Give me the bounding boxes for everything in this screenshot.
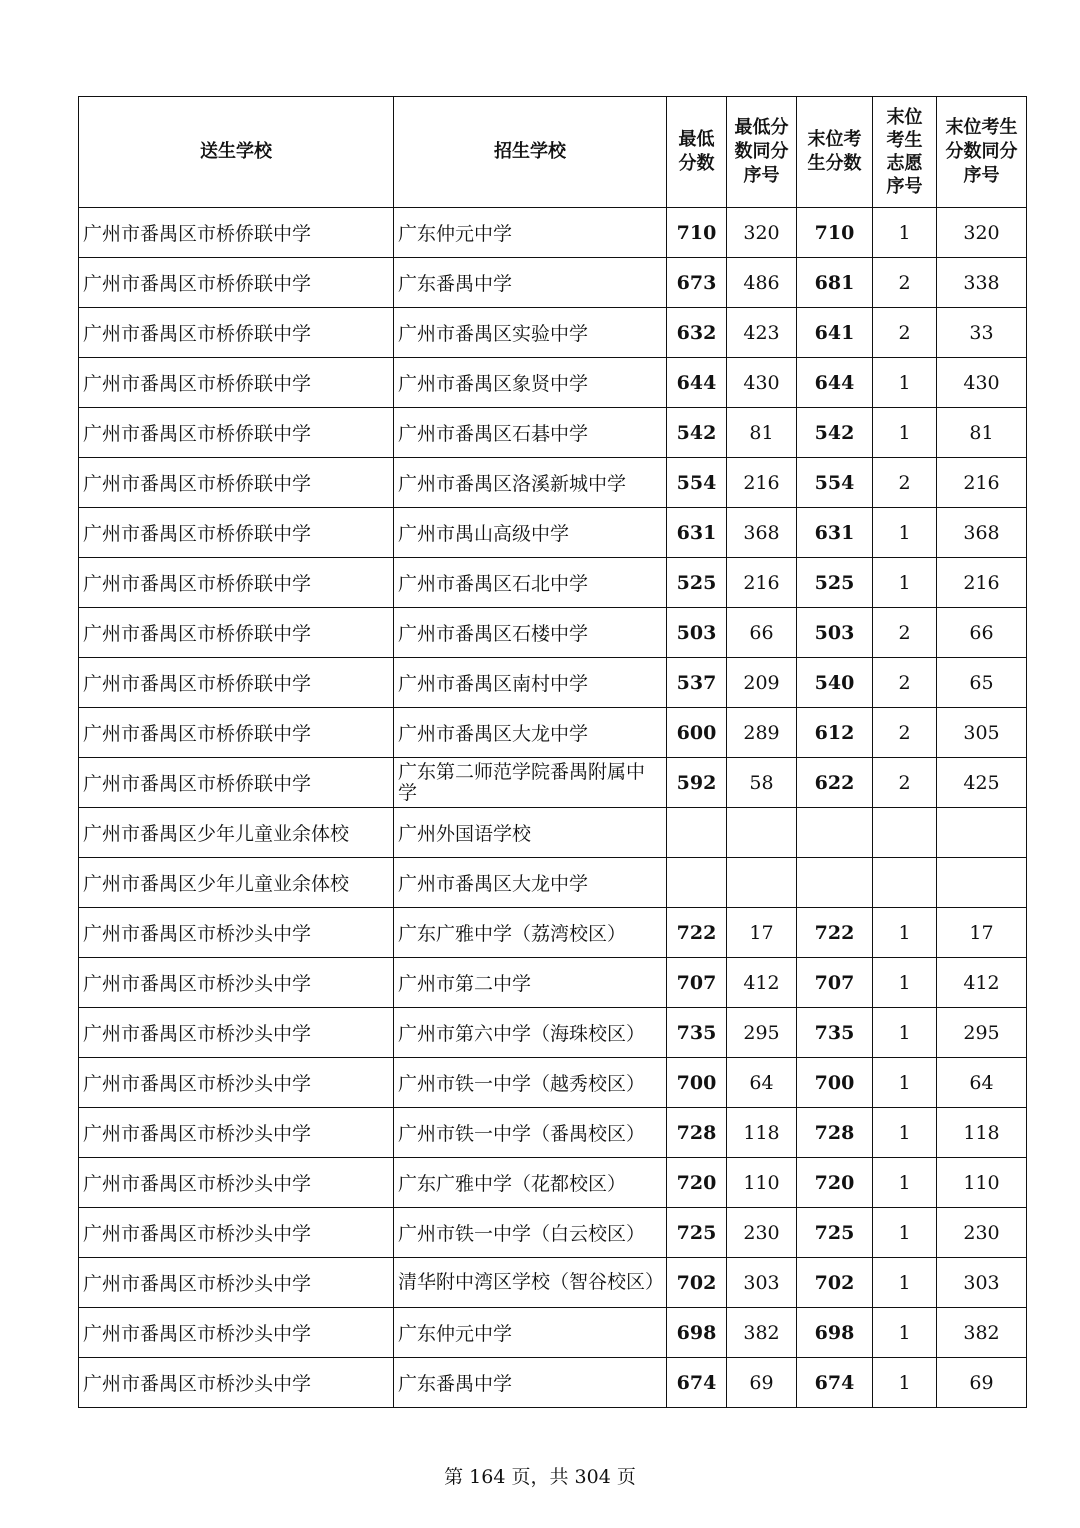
- min-score-cell: 707: [667, 958, 727, 1008]
- table-row: [79, 258, 1027, 308]
- sending-school-cell: 广州市番禺区市桥侨联中学: [79, 208, 394, 258]
- last-score-rank-cell: 65: [937, 658, 1027, 708]
- last-choice-no-cell: 2: [873, 458, 937, 508]
- last-score-cell: [797, 808, 873, 858]
- header-min-score-rank: 最低分 数同分 序号: [727, 97, 797, 208]
- table-row: [79, 308, 1027, 358]
- last-score-cell: 622: [797, 758, 873, 808]
- last-score-rank-cell: 382: [937, 1308, 1027, 1358]
- min-score-cell: 725: [667, 1208, 727, 1258]
- sending-school-cell: 广州市番禺区市桥沙头中学: [79, 908, 394, 958]
- sending-school-cell: 广州市番禺区少年儿童业余体校: [79, 808, 394, 858]
- last-choice-no-cell: 1: [873, 1008, 937, 1058]
- sending-school-cell: 广州市番禺区市桥沙头中学: [79, 1308, 394, 1358]
- min-score-rank-cell: 423: [727, 308, 797, 358]
- min-score-cell: 700: [667, 1058, 727, 1108]
- sending-school-cell: 广州市番禺区市桥沙头中学: [79, 1108, 394, 1158]
- admitting-school-cell: 广州市第二中学: [394, 958, 667, 1008]
- admitting-school-cell: 广州市番禺区石楼中学: [394, 608, 667, 658]
- admitting-school-cell: 广州市番禺区石北中学: [394, 558, 667, 608]
- last-choice-no-cell: 1: [873, 558, 937, 608]
- last-score-cell: 540: [797, 658, 873, 708]
- table-row: [79, 958, 1027, 1008]
- last-score-cell: 631: [797, 508, 873, 558]
- last-score-cell: 710: [797, 208, 873, 258]
- admitting-school-cell: 广州市番禺区象贤中学: [394, 358, 667, 408]
- admitting-school-cell: 清华附中湾区学校（智谷校区）: [394, 1258, 667, 1308]
- admitting-school-cell: 广东广雅中学（荔湾校区）: [394, 908, 667, 958]
- sending-school-cell: 广州市番禺区市桥侨联中学: [79, 308, 394, 358]
- last-choice-no-cell: [873, 808, 937, 858]
- last-choice-no-cell: 1: [873, 208, 937, 258]
- min-score-rank-cell: 368: [727, 508, 797, 558]
- sending-school-cell: 广州市番禺区市桥沙头中学: [79, 1058, 394, 1108]
- last-score-rank-cell: 320: [937, 208, 1027, 258]
- admitting-school-cell: 广东第二师范学院番禺附属中学: [394, 758, 667, 808]
- min-score-rank-cell: 110: [727, 1158, 797, 1208]
- admitting-school-cell: 广州市番禺区实验中学: [394, 308, 667, 358]
- last-choice-no-cell: 1: [873, 1058, 937, 1108]
- sending-school-cell: 广州市番禺区市桥侨联中学: [79, 358, 394, 408]
- last-score-rank-cell: 216: [937, 458, 1027, 508]
- min-score-cell: 632: [667, 308, 727, 358]
- min-score-cell: [667, 858, 727, 908]
- admitting-school-cell: 广州市铁一中学（越秀校区）: [394, 1058, 667, 1108]
- table-row: [79, 458, 1027, 508]
- min-score-rank-cell: 66: [727, 608, 797, 658]
- min-score-rank-cell: 118: [727, 1108, 797, 1158]
- last-score-cell: 503: [797, 608, 873, 658]
- last-score-rank-cell: 17: [937, 908, 1027, 958]
- table-row: [79, 1258, 1027, 1308]
- min-score-rank-cell: 17: [727, 908, 797, 958]
- last-score-rank-cell: 338: [937, 258, 1027, 308]
- admitting-school-cell: 广东广雅中学（花都校区）: [394, 1158, 667, 1208]
- table-row: [79, 758, 1027, 808]
- last-choice-no-cell: 2: [873, 258, 937, 308]
- min-score-cell: [667, 808, 727, 858]
- table-body: [79, 208, 1027, 1408]
- last-score-rank-cell: 412: [937, 958, 1027, 1008]
- last-choice-no-cell: 1: [873, 1158, 937, 1208]
- last-score-rank-cell: 295: [937, 1008, 1027, 1058]
- sending-school-cell: 广州市番禺区市桥沙头中学: [79, 958, 394, 1008]
- min-score-rank-cell: 209: [727, 658, 797, 708]
- admitting-school-cell: 广州市番禺区大龙中学: [394, 858, 667, 908]
- admitting-school-cell: 广州市番禺区洛溪新城中学: [394, 458, 667, 508]
- header-admitting-school: 招生学校: [394, 97, 667, 208]
- last-score-rank-cell: 81: [937, 408, 1027, 458]
- last-score-cell: 525: [797, 558, 873, 608]
- last-score-rank-cell: 425: [937, 758, 1027, 808]
- min-score-rank-cell: [727, 808, 797, 858]
- last-score-rank-cell: 33: [937, 308, 1027, 358]
- table-row: [79, 1308, 1027, 1358]
- table-row: [79, 208, 1027, 258]
- last-choice-no-cell: 2: [873, 708, 937, 758]
- last-score-cell: 707: [797, 958, 873, 1008]
- header-sending-school: 送生学校: [79, 97, 394, 208]
- last-choice-no-cell: [873, 858, 937, 908]
- last-score-rank-cell: 118: [937, 1108, 1027, 1158]
- min-score-cell: 542: [667, 408, 727, 458]
- min-score-rank-cell: 216: [727, 458, 797, 508]
- table-row: [79, 1008, 1027, 1058]
- min-score-cell: 710: [667, 208, 727, 258]
- admitting-school-cell: 广州市第六中学（海珠校区）: [394, 1008, 667, 1058]
- admitting-school-cell: 广东仲元中学: [394, 208, 667, 258]
- sending-school-cell: 广州市番禺区市桥沙头中学: [79, 1258, 394, 1308]
- sending-school-cell: 广州市番禺区市桥侨联中学: [79, 258, 394, 308]
- last-score-rank-cell: 64: [937, 1058, 1027, 1108]
- header-last-score: 末位考 生分数: [797, 97, 873, 208]
- min-score-rank-cell: 64: [727, 1058, 797, 1108]
- last-score-rank-cell: 305: [937, 708, 1027, 758]
- admitting-school-cell: 广州市铁一中学（番禺校区）: [394, 1108, 667, 1158]
- last-score-cell: 720: [797, 1158, 873, 1208]
- admitting-school-cell: 广州市番禺区大龙中学: [394, 708, 667, 758]
- last-choice-no-cell: 1: [873, 1108, 937, 1158]
- last-choice-no-cell: 1: [873, 1208, 937, 1258]
- table-row: [79, 1158, 1027, 1208]
- last-score-cell: 681: [797, 258, 873, 308]
- last-choice-no-cell: 1: [873, 908, 937, 958]
- last-choice-no-cell: 2: [873, 608, 937, 658]
- admission-table: [78, 96, 1027, 1408]
- table-row: [79, 558, 1027, 608]
- admitting-school-cell: 广州市铁一中学（白云校区）: [394, 1208, 667, 1258]
- sending-school-cell: 广州市番禺区市桥侨联中学: [79, 758, 394, 808]
- min-score-cell: 722: [667, 908, 727, 958]
- last-score-rank-cell: 230: [937, 1208, 1027, 1258]
- sending-school-cell: 广州市番禺区市桥侨联中学: [79, 408, 394, 458]
- last-score-cell: 554: [797, 458, 873, 508]
- last-score-cell: 612: [797, 708, 873, 758]
- last-choice-no-cell: 1: [873, 358, 937, 408]
- last-score-cell: 728: [797, 1108, 873, 1158]
- min-score-rank-cell: 289: [727, 708, 797, 758]
- min-score-rank-cell: 295: [727, 1008, 797, 1058]
- last-score-rank-cell: 430: [937, 358, 1027, 408]
- last-score-cell: 725: [797, 1208, 873, 1258]
- table-row: [79, 508, 1027, 558]
- min-score-cell: 537: [667, 658, 727, 708]
- min-score-cell: 644: [667, 358, 727, 408]
- last-choice-no-cell: 1: [873, 508, 937, 558]
- sending-school-cell: 广州市番禺区市桥侨联中学: [79, 558, 394, 608]
- sending-school-cell: 广州市番禺区市桥侨联中学: [79, 608, 394, 658]
- header-last-choice-no: 末位 考生 志愿 序号: [873, 97, 937, 208]
- last-choice-no-cell: 2: [873, 658, 937, 708]
- sending-school-cell: 广州市番禺区市桥沙头中学: [79, 1008, 394, 1058]
- last-score-rank-cell: [937, 808, 1027, 858]
- min-score-cell: 673: [667, 258, 727, 308]
- header-min-score: 最低 分数: [667, 97, 727, 208]
- min-score-rank-cell: 486: [727, 258, 797, 308]
- min-score-cell: 600: [667, 708, 727, 758]
- min-score-cell: 702: [667, 1258, 727, 1308]
- last-choice-no-cell: 1: [873, 958, 937, 1008]
- sending-school-cell: 广州市番禺区市桥侨联中学: [79, 458, 394, 508]
- min-score-rank-cell: 216: [727, 558, 797, 608]
- last-score-cell: 641: [797, 308, 873, 358]
- last-score-rank-cell: [937, 858, 1027, 908]
- table-row: [79, 708, 1027, 758]
- last-score-cell: 542: [797, 408, 873, 458]
- table-row: [79, 1058, 1027, 1108]
- admitting-school-cell: 广州市番禺区石碁中学: [394, 408, 667, 458]
- admitting-school-cell: 广东仲元中学: [394, 1308, 667, 1358]
- min-score-rank-cell: 69: [727, 1358, 797, 1408]
- admitting-school-cell: 广州市番禺区南村中学: [394, 658, 667, 708]
- last-score-cell: 735: [797, 1008, 873, 1058]
- last-score-cell: 644: [797, 358, 873, 408]
- min-score-rank-cell: 58: [727, 758, 797, 808]
- min-score-cell: 728: [667, 1108, 727, 1158]
- sending-school-cell: 广州市番禺区市桥沙头中学: [79, 1208, 394, 1258]
- min-score-cell: 592: [667, 758, 727, 808]
- sending-school-cell: 广州市番禺区市桥侨联中学: [79, 508, 394, 558]
- last-score-rank-cell: 69: [937, 1358, 1027, 1408]
- last-score-cell: [797, 858, 873, 908]
- sending-school-cell: 广州市番禺区市桥沙头中学: [79, 1358, 394, 1408]
- admitting-school-cell: 广东番禺中学: [394, 258, 667, 308]
- min-score-cell: 554: [667, 458, 727, 508]
- table-row: [79, 1208, 1027, 1258]
- sending-school-cell: 广州市番禺区市桥沙头中学: [79, 1158, 394, 1208]
- min-score-rank-cell: 320: [727, 208, 797, 258]
- min-score-rank-cell: 382: [727, 1308, 797, 1358]
- last-choice-no-cell: 1: [873, 1308, 937, 1358]
- min-score-cell: 525: [667, 558, 727, 608]
- min-score-cell: 735: [667, 1008, 727, 1058]
- table-row: [79, 608, 1027, 658]
- admitting-school-cell: 广州市禺山高级中学: [394, 508, 667, 558]
- last-score-rank-cell: 110: [937, 1158, 1027, 1208]
- min-score-rank-cell: 81: [727, 408, 797, 458]
- last-score-cell: 700: [797, 1058, 873, 1108]
- table-row: [79, 408, 1027, 458]
- last-score-cell: 674: [797, 1358, 873, 1408]
- last-choice-no-cell: 1: [873, 1358, 937, 1408]
- page-footer: 第 164 页，共 304 页: [444, 1466, 636, 1488]
- last-choice-no-cell: 1: [873, 1258, 937, 1308]
- table-row: [79, 808, 1027, 858]
- min-score-rank-cell: 430: [727, 358, 797, 408]
- table-row: [79, 658, 1027, 708]
- last-choice-no-cell: 2: [873, 308, 937, 358]
- admitting-school-cell: 广州外国语学校: [394, 808, 667, 858]
- header-last-score-rank: 末位考生 分数同分 序号: [937, 97, 1027, 208]
- min-score-rank-cell: [727, 858, 797, 908]
- last-score-cell: 702: [797, 1258, 873, 1308]
- sending-school-cell: 广州市番禺区少年儿童业余体校: [79, 858, 394, 908]
- last-score-rank-cell: 66: [937, 608, 1027, 658]
- min-score-cell: 631: [667, 508, 727, 558]
- min-score-rank-cell: 230: [727, 1208, 797, 1258]
- min-score-rank-cell: 412: [727, 958, 797, 1008]
- last-score-cell: 722: [797, 908, 873, 958]
- sending-school-cell: 广州市番禺区市桥侨联中学: [79, 708, 394, 758]
- table-row: [79, 908, 1027, 958]
- min-score-cell: 720: [667, 1158, 727, 1208]
- last-score-rank-cell: 303: [937, 1258, 1027, 1308]
- sending-school-cell: 广州市番禺区市桥侨联中学: [79, 658, 394, 708]
- last-score-rank-cell: 216: [937, 558, 1027, 608]
- header-row: [79, 97, 1027, 208]
- table-row: [79, 358, 1027, 408]
- table-row: [79, 1358, 1027, 1408]
- min-score-cell: 503: [667, 608, 727, 658]
- table-row: [79, 858, 1027, 908]
- last-score-rank-cell: 368: [937, 508, 1027, 558]
- last-choice-no-cell: 2: [873, 758, 937, 808]
- admitting-school-cell: 广东番禺中学: [394, 1358, 667, 1408]
- last-choice-no-cell: 1: [873, 408, 937, 458]
- min-score-cell: 698: [667, 1308, 727, 1358]
- min-score-rank-cell: 303: [727, 1258, 797, 1308]
- table-row: [79, 1108, 1027, 1158]
- min-score-cell: 674: [667, 1358, 727, 1408]
- last-score-cell: 698: [797, 1308, 873, 1358]
